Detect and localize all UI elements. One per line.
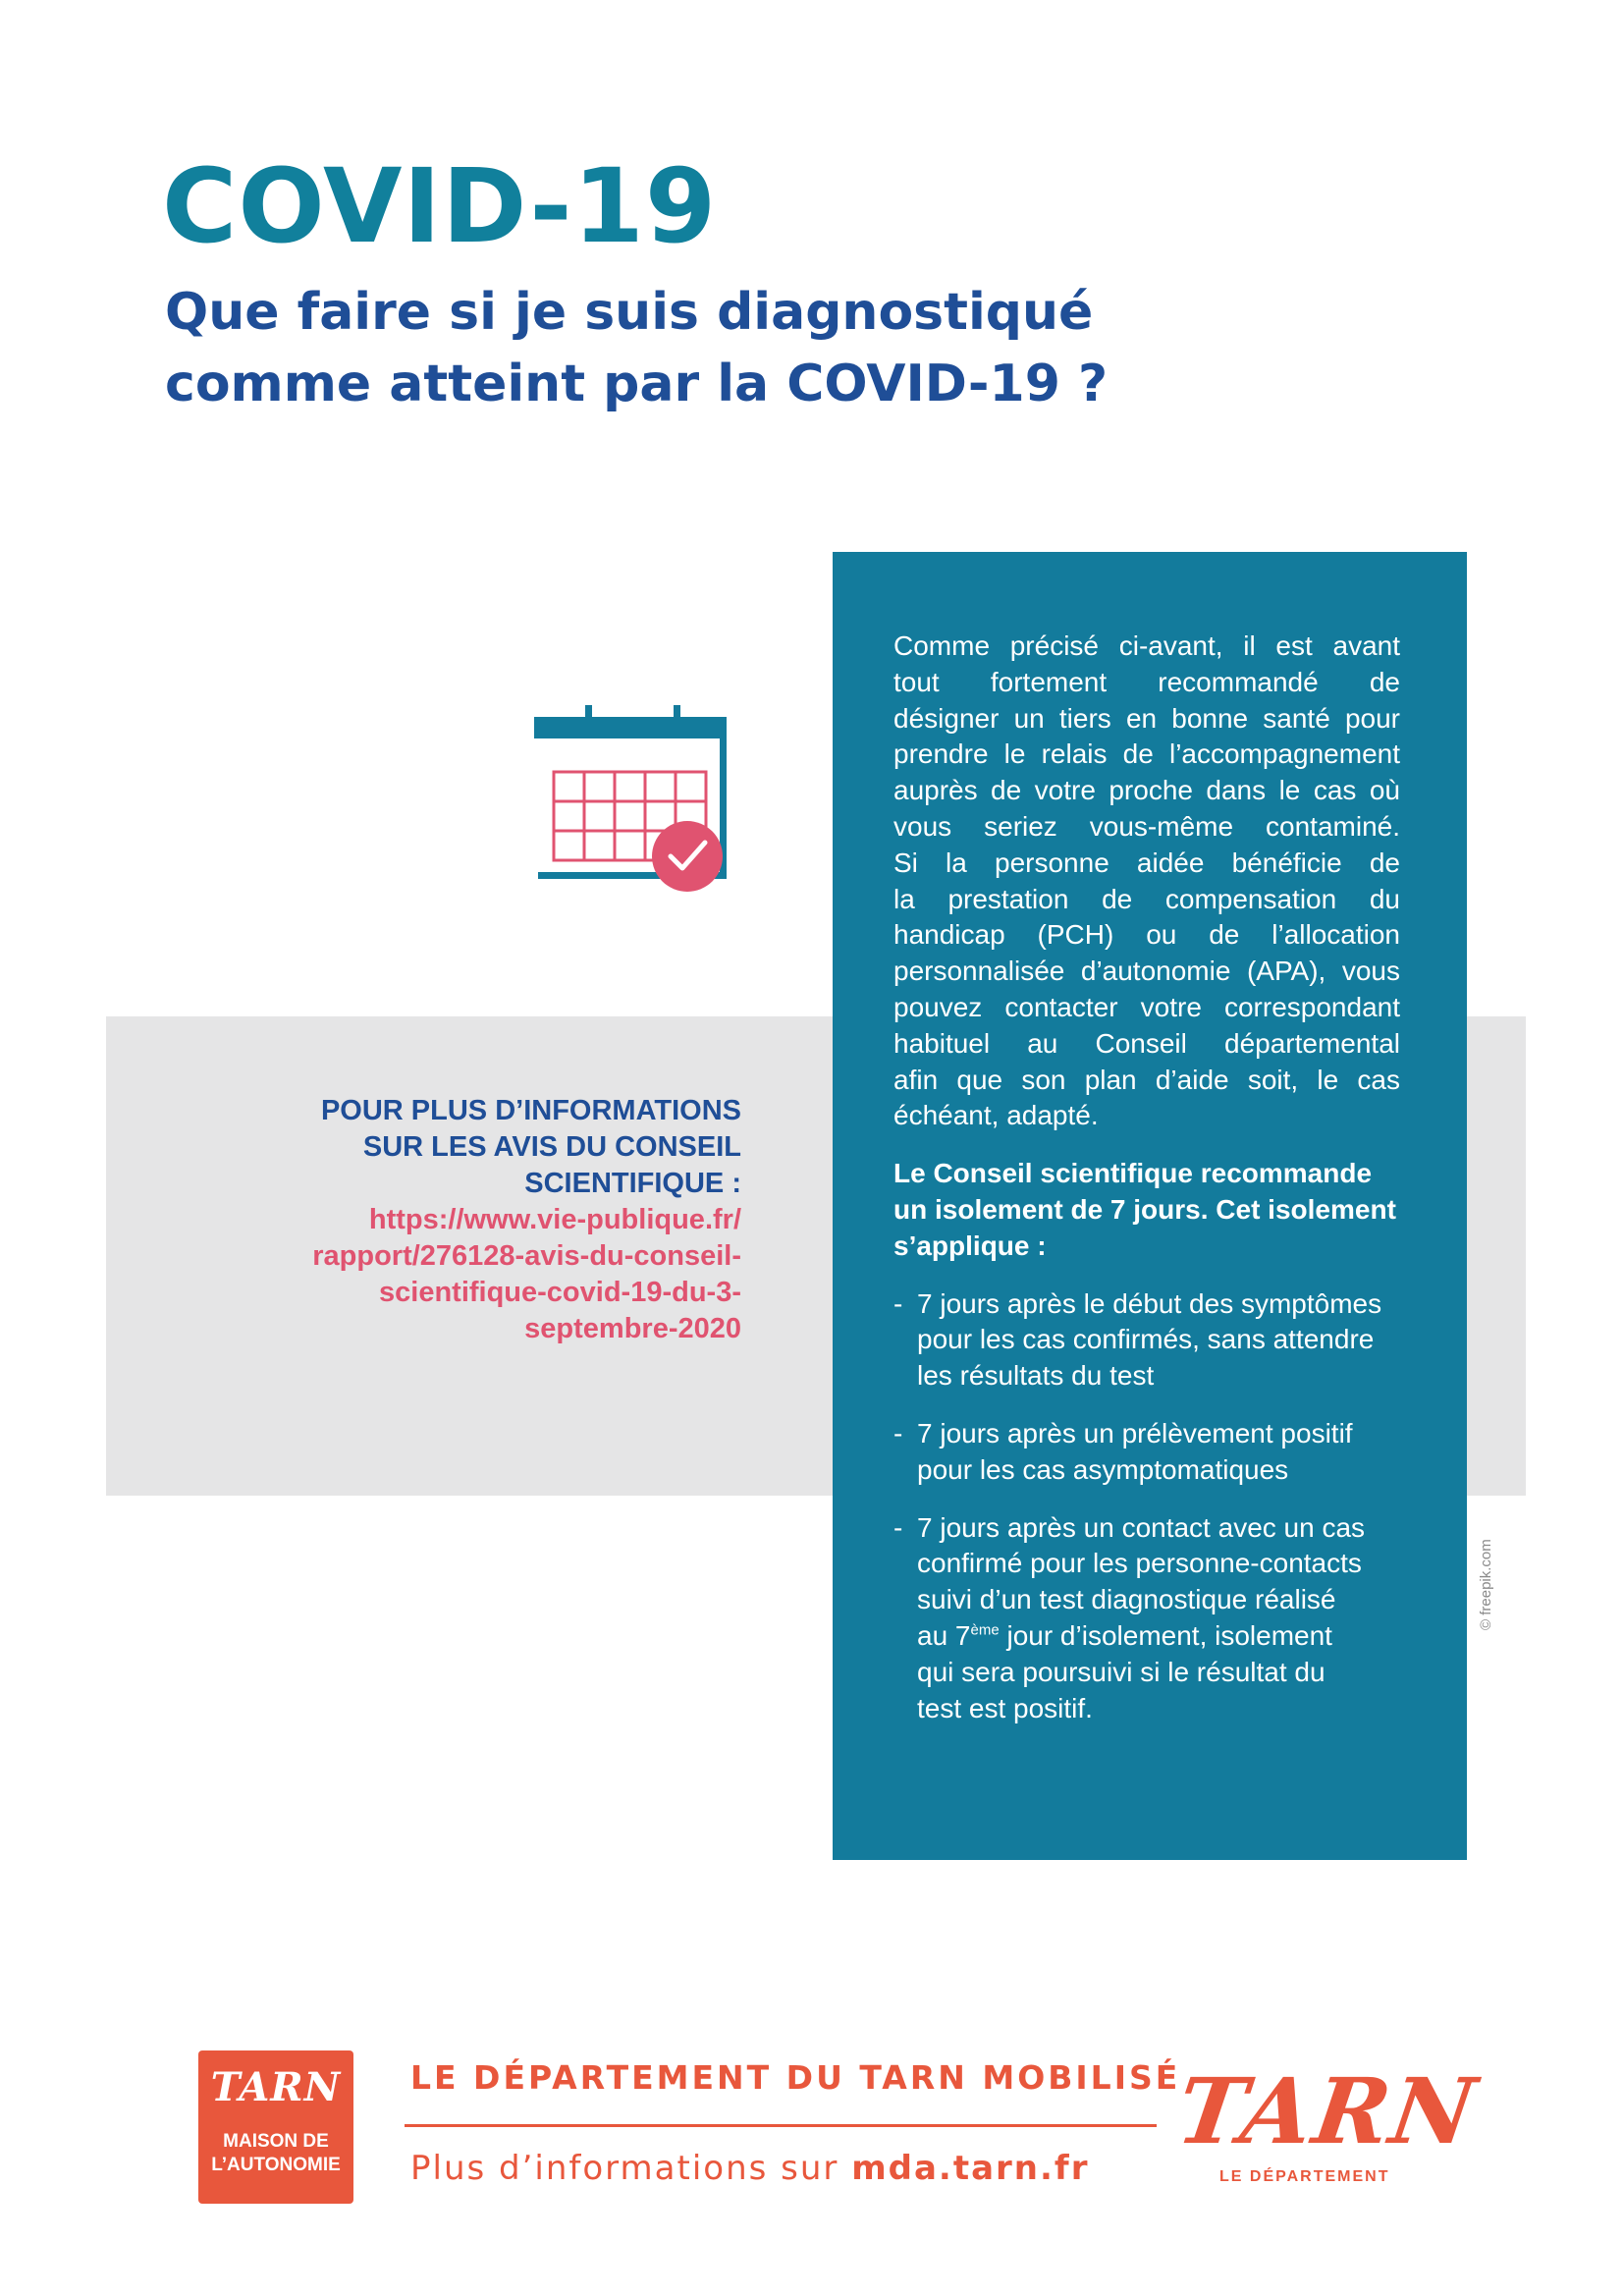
info-heading: [177, 1093, 741, 1202]
sup-suffix: jour d’isolement, isolement: [999, 1619, 1332, 1651]
intro-paragraph: [893, 629, 1400, 1134]
bullet-line: les résultats du test: [917, 1360, 1155, 1392]
bullet-line: pour les cas confirmés, sans attendre: [917, 1324, 1375, 1355]
tarn-logo-subtitle: LE DÉPARTEMENT: [1219, 2168, 1390, 2185]
bullet-contact: [893, 1510, 1400, 1727]
info-link-line[interactable]: rapport/276128-avis-du-conseil-: [312, 1240, 741, 1272]
bullet-line-superscript: [917, 1618, 1400, 1655]
intro-line: désigner un tiers en bonne santé pour: [893, 702, 1400, 734]
teal-panel-content: [893, 629, 1400, 1726]
info-heading-line: POUR PLUS D’INFORMATIONS: [320, 1095, 741, 1126]
bullet-line: 7 jours après le début des symptômes: [917, 1287, 1382, 1319]
tarn-department-logo: [1170, 2058, 1484, 2200]
bullet-line: 7 jours après un prélèvement positif: [917, 1417, 1353, 1449]
bullet-line: qui sera poursuivi si le résultat du: [917, 1656, 1325, 1687]
intro-line: auprès de votre proche dans le cas où: [893, 775, 1400, 806]
footer-info: [410, 2149, 1090, 2188]
bullet-asymptomatic: [893, 1416, 1400, 1489]
intro-line: Comme précisé ci-avant, il est avant: [893, 630, 1400, 661]
info-block: [177, 1093, 741, 1347]
intro-line: la prestation de compensation du: [893, 883, 1400, 914]
mda-logo: [198, 2050, 353, 2204]
footer-title: LE DÉPARTEMENT DU TARN MOBILISÉ: [410, 2058, 1181, 2097]
subtitle-line: Que faire si je suis diagnostiqué: [165, 283, 1094, 342]
bullet-line: 7 jours après un contact avec un cas: [917, 1511, 1366, 1543]
footer-info-prefix: Plus d’informations sur: [410, 2149, 852, 2188]
mda-logo-line: L’AUTONOMIE: [211, 2155, 341, 2175]
bullet-symptoms: [893, 1286, 1400, 1394]
calendar-check-icon: [530, 699, 736, 896]
footer-divider: [405, 2124, 1157, 2127]
intro-line: habituel au Conseil départemental: [893, 1027, 1400, 1059]
bullet-dash: -: [893, 1511, 903, 1543]
info-link-line[interactable]: scientifique-covid-19-du-3-: [379, 1277, 741, 1308]
teal-panel: [833, 552, 1467, 1860]
info-link[interactable]: [177, 1202, 741, 1347]
info-heading-line: SUR LES AVIS DU CONSEIL: [362, 1131, 741, 1163]
mda-logo-word: TARN: [210, 2064, 342, 2110]
page-title: COVID-19: [162, 146, 718, 266]
mda-logo-line: MAISON DE: [223, 2131, 329, 2152]
bullet-dash: -: [893, 1287, 903, 1319]
bullet-line: pour les cas asymptomatiques: [917, 1453, 1289, 1485]
footer-site-link[interactable]: mda.tarn.fr: [851, 2149, 1090, 2188]
subtitle-line: comme atteint par la COVID-19 ?: [165, 355, 1109, 413]
intro-line: personnalisée d’autonomie (APA), vous: [893, 956, 1400, 987]
tarn-logo-word: TARN: [1170, 2058, 1484, 2164]
intro-line: échéant, adapté.: [893, 1100, 1099, 1131]
recommend-line: s’applique :: [893, 1230, 1047, 1261]
bullet-line: confirmé pour les personne-contacts: [917, 1548, 1362, 1579]
bullet-line: suivi d’un test diagnostique réalisé: [917, 1584, 1336, 1615]
sup-prefix: au 7: [917, 1619, 971, 1651]
intro-line: Si la personne aidée bénéficie de: [893, 847, 1400, 878]
intro-line: afin que son plan d’aide soit, le cas: [893, 1064, 1400, 1095]
bullet-dash: -: [893, 1417, 903, 1449]
recommend-paragraph: [893, 1156, 1400, 1264]
info-link-line[interactable]: https://www.vie-publique.fr/: [368, 1204, 741, 1235]
image-credit: © freepik.com: [1478, 1539, 1494, 1630]
info-heading-line: SCIENTIFIQUE :: [524, 1168, 741, 1199]
intro-line: vous seriez vous-même contaminé.: [893, 810, 1400, 842]
intro-line: pouvez contacter votre correspondant: [893, 991, 1400, 1022]
recommend-line: Le Conseil scientifique recommande: [893, 1158, 1373, 1189]
info-link-line[interactable]: septembre-2020: [524, 1313, 741, 1344]
intro-line: handicap (PCH) ou de l’allocation: [893, 919, 1400, 951]
intro-line: tout fortement recommandé de: [893, 666, 1400, 697]
ordinal-superscript: ème: [970, 1621, 1000, 1639]
bullet-line: test est positif.: [917, 1692, 1093, 1723]
recommend-line: un isolement de 7 jours. Cet isolement: [893, 1193, 1396, 1225]
intro-line: prendre le relais de l’accompagnement: [893, 738, 1400, 770]
page-subtitle: [165, 277, 1343, 420]
